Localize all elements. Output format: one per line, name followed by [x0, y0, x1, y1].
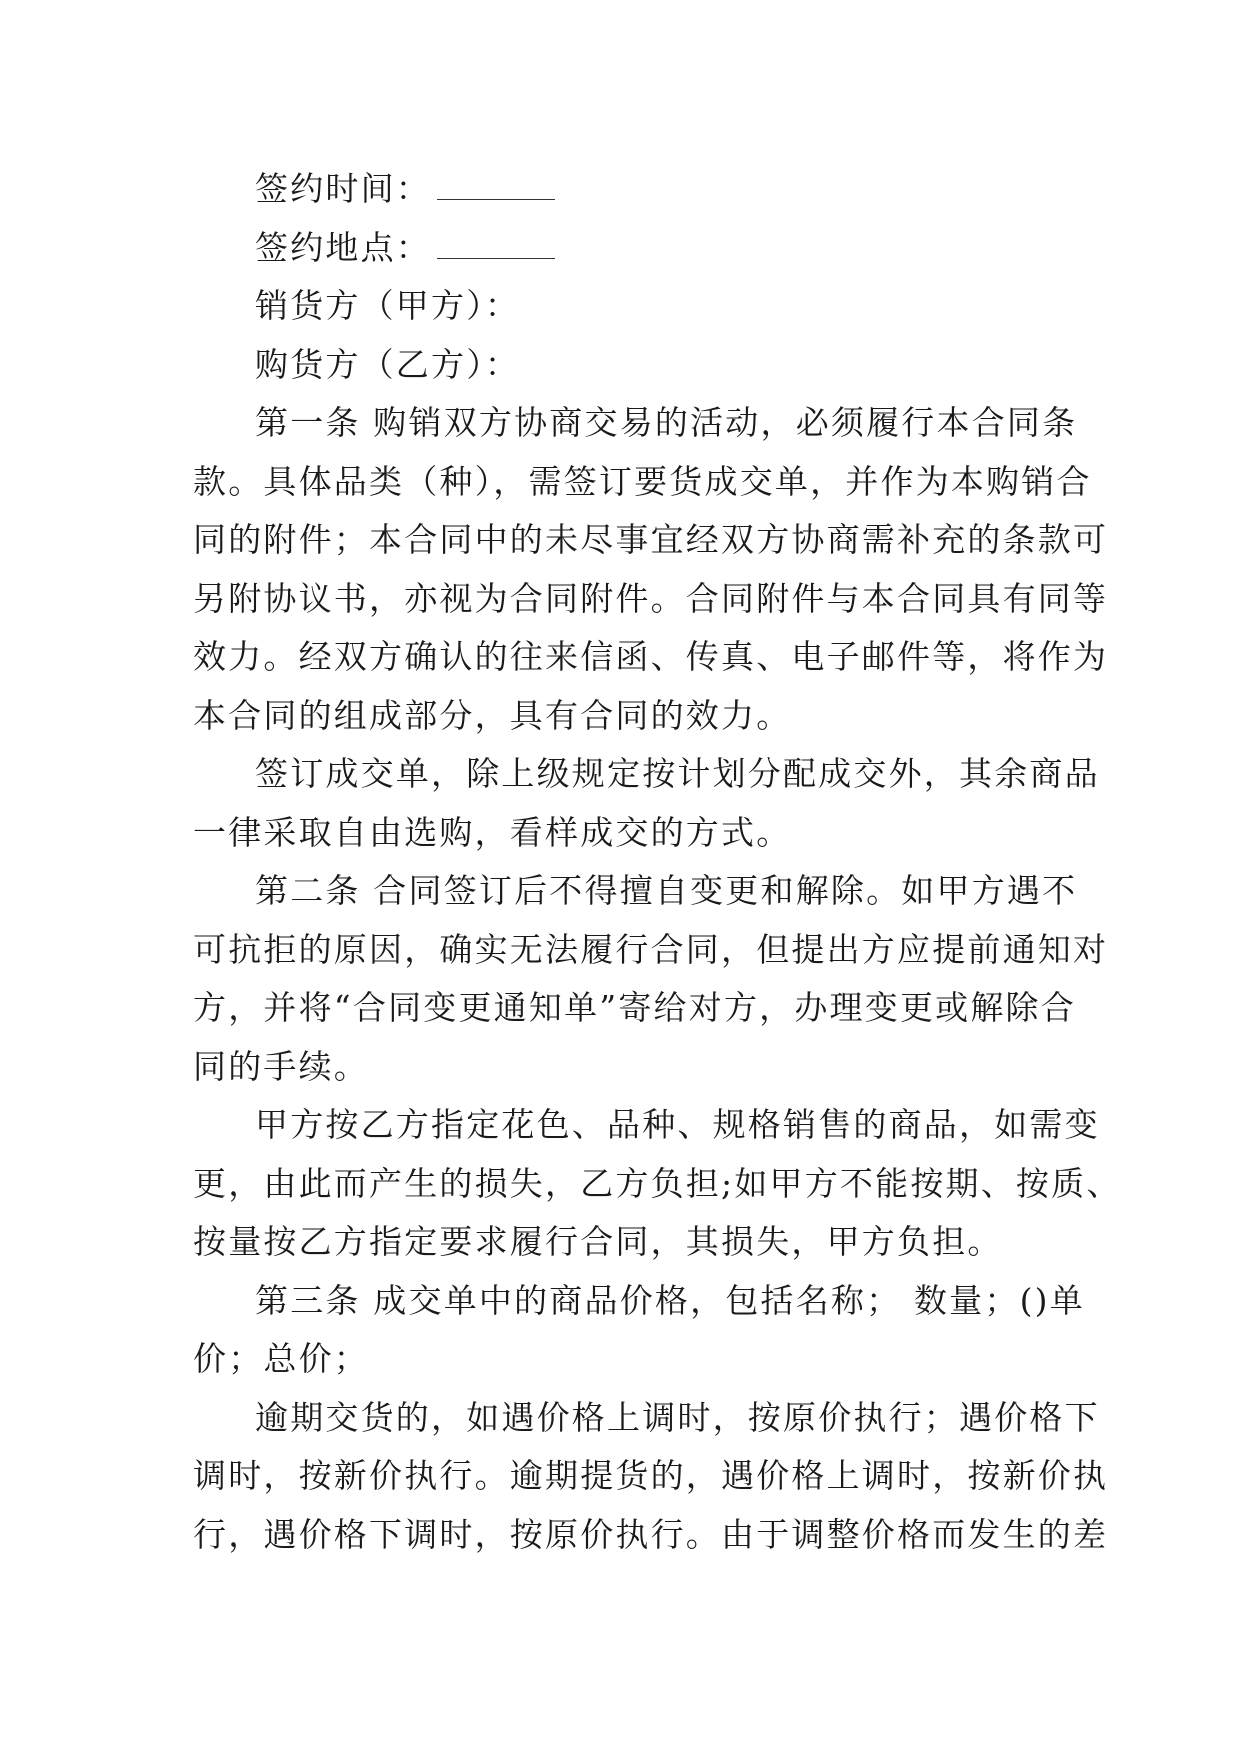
- text-line: 款。具体品类（种），需签订要货成交单，并作为本购销合: [193, 461, 1092, 501]
- paragraph-order-form: [193, 745, 1100, 862]
- signing-time-line: [193, 160, 1053, 219]
- paragraph-late-delivery: [193, 1389, 1109, 1565]
- text-line: 另附协议书，亦视为合同附件。合同附件与本合同具有同等: [193, 578, 1109, 618]
- signing-time-label: 签约时间：: [255, 169, 431, 208]
- buyer-line: 购货方（乙方）：: [255, 344, 521, 384]
- signing-time-blank: [437, 177, 555, 200]
- text-line: 价；总价；: [193, 1339, 369, 1378]
- paragraph-changes: [193, 1096, 1122, 1272]
- signing-place-line: [193, 219, 1053, 278]
- text-line: 一律采取自由选购，看样成交的方式。: [193, 812, 792, 852]
- text-line: 可抗拒的原因，确实无法履行合同，但提出方应提前通知对: [193, 929, 1109, 969]
- text-line: 第一条 购销双方协商交易的活动，必须履行本合同条: [255, 403, 1078, 442]
- seller-line: 销货方（甲方）：: [255, 286, 521, 325]
- signing-place-blank: [437, 236, 555, 259]
- text-line: 效力。经双方确认的往来信函、传真、电子邮件等，将作为: [193, 637, 1109, 676]
- text-line: 调时，按新价执行。逾期提货的，遇价格上调时，按新价执: [193, 1456, 1109, 1495]
- text-line: 行，遇价格下调时，按原价执行。由于调整价格而发生的差: [193, 1514, 1109, 1554]
- text-line: 方，并将“合同变更通知单”寄给对方，办理变更或解除合: [193, 988, 1076, 1027]
- paragraph-article-1: [193, 394, 1109, 745]
- text-line: 按量按乙方指定要求履行合同，其损失，甲方负担。: [193, 1222, 1003, 1261]
- contract-body: [193, 160, 1122, 1564]
- text-line: 甲方按乙方指定花色、品种、规格销售的商品，如需变: [255, 1105, 1100, 1144]
- text-line: 同的手续。: [193, 1046, 369, 1086]
- text-line: 第三条 成交单中的商品价格，包括名称； 数量；()单: [255, 1280, 1085, 1320]
- text-line: 同的附件；本合同中的未尽事宜经双方协商需补充的条款可: [193, 520, 1109, 559]
- text-line: 本合同的组成部分，具有合同的效力。: [193, 695, 792, 735]
- text-line: 更，由此而产生的损失，乙方负担;如甲方不能按期、按质、: [193, 1163, 1122, 1203]
- paragraph-article-3: [193, 1272, 1085, 1389]
- text-line: 逾期交货的，如遇价格上调时，按原价执行；遇价格下: [255, 1397, 1100, 1437]
- text-line: 第二条 合同签订后不得擅自变更和解除。如甲方遇不: [255, 871, 1078, 910]
- paragraph-article-2: [193, 862, 1109, 1096]
- signing-place-label: 签约地点：: [255, 227, 431, 267]
- text-line: 签订成交单，除上级规定按计划分配成交外，其余商品: [255, 754, 1100, 793]
